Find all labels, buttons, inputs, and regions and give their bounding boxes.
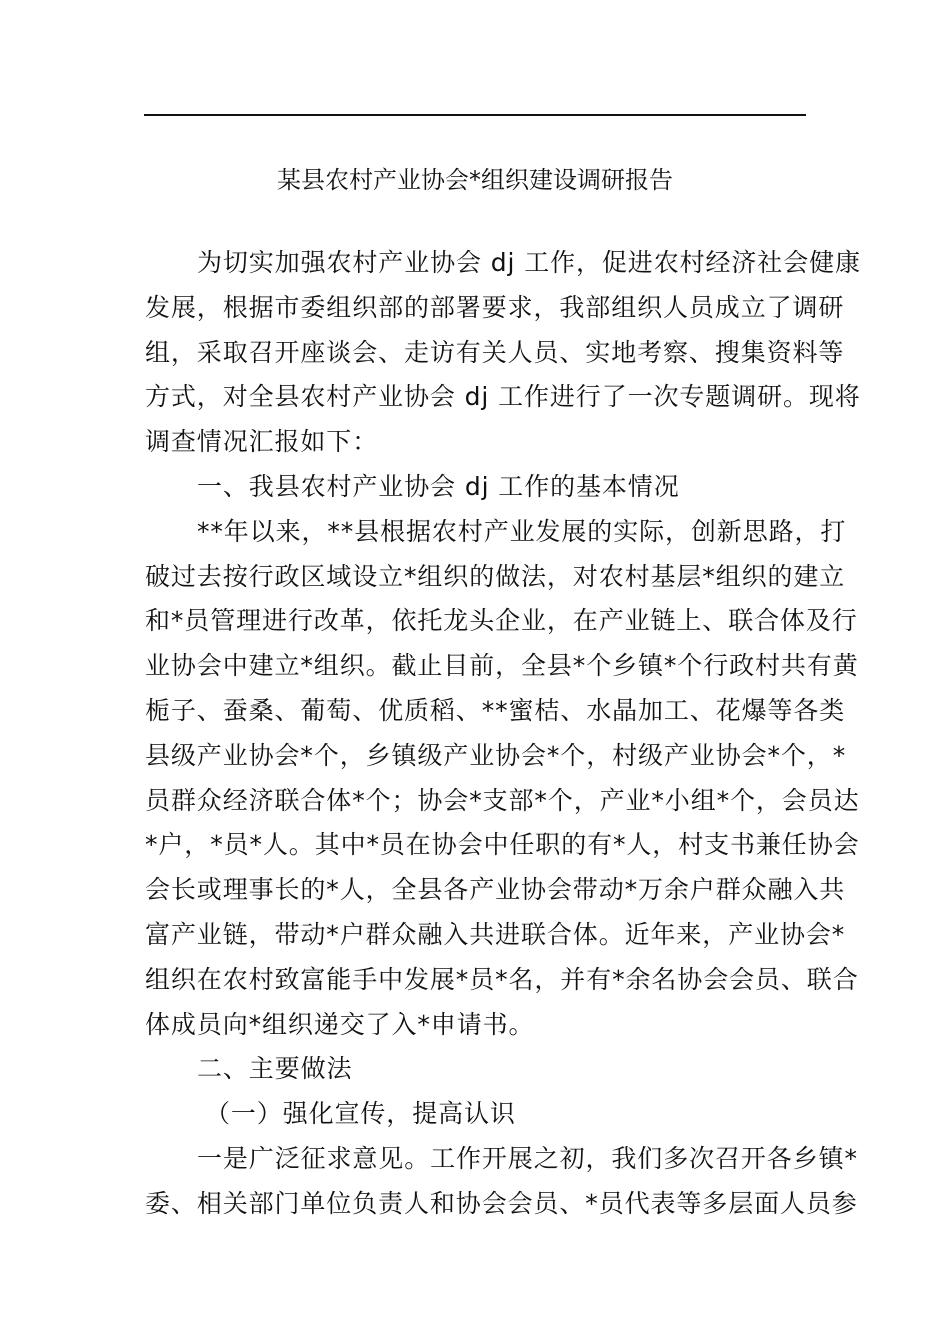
text-line: 富产业链，带动*户群众融入共进联合体。近年来，产业协会* xyxy=(145,919,846,949)
text-line: 委、相关部门单位负责人和协会会员、*员代表等多层面人员参 xyxy=(145,1188,858,1218)
text-line: 方式，对全县农村产业协会 dj 工作进行了一次专题调研。现将 xyxy=(145,382,861,412)
text-line: 为切实加强农村产业协会 dj 工作，促进农村经济社会健康 xyxy=(197,248,861,277)
text-line: 县级产业协会*个，乡镇级产业协会*个，村级产业协会*个，* xyxy=(145,740,847,770)
text-line: 员群众经济联合体*个；协会*支部*个，产业*小组*个，会员达 xyxy=(145,785,860,815)
header-rule xyxy=(144,114,806,116)
text-line: *户，*员*人。其中*员在协会中任职的有*人，村支书兼任协会 xyxy=(145,830,860,860)
text-line: 业协会中建立*组织。截止目前，全县*个乡镇*个行政村共有黄 xyxy=(145,651,859,681)
text-line: 体成员向*组织递交了入*申请书。 xyxy=(145,1009,535,1039)
text-line: 会长或理事长的*人，全县各产业协会带动*万余户群众融入共 xyxy=(145,875,846,905)
text-line: （一）强化宣传，提高认识 xyxy=(205,1099,516,1129)
text-line: 组织在农村致富能手中发展*员*名，并有*余名协会会员、联合 xyxy=(145,964,859,994)
text-line: 一是广泛征求意见。工作开展之初，我们多次召开各乡镇* xyxy=(197,1143,858,1173)
text-line: 二、主要做法 xyxy=(197,1054,353,1084)
document-body xyxy=(145,241,861,1227)
text-line: 一、我县农村产业协会 dj 工作的基本情况 xyxy=(197,471,680,501)
text-line: 栀子、蚕桑、葡萄、优质稻、**蜜桔、水晶加工、花爆等各类 xyxy=(145,695,846,725)
text-line: 和*员管理进行改革，依托龙头企业，在产业链上、联合体及行 xyxy=(145,606,858,636)
text-line: 发展，根据市委组织部的部署要求，我部组织人员成立了调研 xyxy=(145,292,845,322)
text-line: 调查情况汇报如下： xyxy=(145,427,379,457)
text-line: **年以来，**县根据农村产业发展的实际，创新思路，打 xyxy=(197,516,847,546)
text-line: 破过去按行政区域设立*组织的做法，对农村基层*组织的建立 xyxy=(145,561,846,591)
text-line: 组，采取召开座谈会、走访有关人员、实地考察、搜集资料等 xyxy=(145,337,845,367)
document-title: 某县农村产业协会*组织建设调研报告 xyxy=(277,166,673,194)
